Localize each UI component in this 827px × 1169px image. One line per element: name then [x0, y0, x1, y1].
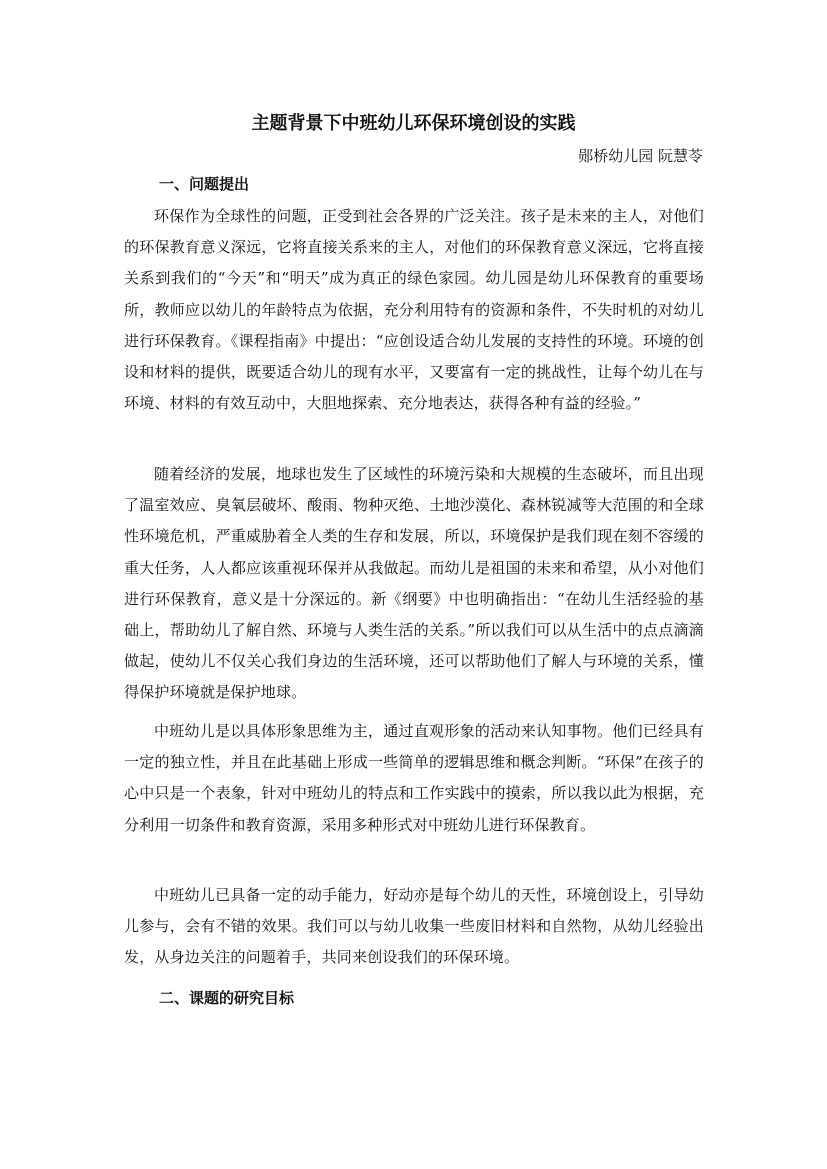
author-line: 郧桥幼儿园 阮慧苓: [578, 147, 703, 165]
paragraph: 中班幼儿是以具体形象思维为主，通过直观形象的活动来认知事物。他们已经具有一定的独立性，并且在此基础上形成一些简单的逻辑思维和概念判断。“环保”在孩子的心中只是一个表象，针对中班幼儿的特点和工作实践中的摸索，所以我以此为根据，充分利用一切条件和教育资源，采用多种形式对中班幼儿进行环保教育。: [124, 722, 704, 834]
paragraph: 随着经济的发展，地球也发生了区域性的环境污染和大规模的生态破坏，而且出现了温室效应、臭氧层破坏、酸雨、物种灭绝、土地沙漠化、森林锐减等大范围的和全球性环境危机，严重威胁着全人类的生存和发展，所以，环境保护是我们现在刻不容缓的重大任务，人人都应该重视环保并从我做起。而幼儿是祖国的未来和希望，从小对他们进行环保教育，意义是十分深远的。新《纲要》中也明确指出：“在幼儿生活经验的基础上，帮助幼儿了解自然、环境与人类生活的关系。”所以我们可以从生活中的点点滴滴做起，使幼儿不仅关心我们身边的生活环境，还可以帮助他们了解人与环境的关系，懂得保护环境就是保护地球。: [124, 465, 704, 702]
paragraph: 中班幼儿已具备一定的动手能力，好动亦是每个幼儿的天性，环境创设上，引导幼儿参与，会有不错的效果。我们可以与幼儿收集一些废旧材料和自然物，从幼儿经验出发，从身边关注的问题着手，共同来创设我们的环保环境。: [124, 886, 704, 967]
document-title: 主题背景下中班幼儿环保环境创设的实践: [251, 113, 576, 134]
paragraph: 环保作为全球性的问题，正受到社会各界的广泛关注。孩子是未来的主人，对他们的环保教育意义深远，它将直接关系来的主人，对他们的环保教育意义深远，它将直接关系到我们的“今天”和“明天”成为真正的绿色家园。幼儿园是幼儿环保教育的重要场所，教师应以幼儿的年龄特点为依据，充分利用特有的资源和条件，不失时机的对幼儿进行环保教育。《课程指南》中提出：“应创设适合幼儿发展的支持性的环境。环境的创设和材料的提供，既要适合幼儿的现有水平，又要富有一定的挑战性，让每个幼儿在与环境、材料的有效互动中，大胆地探索、充分地表达，获得各种有益的经验。”: [124, 207, 704, 413]
section-heading-problem: 一、问题提出: [159, 175, 250, 193]
section-heading-goals: 二、课题的研究目标: [159, 989, 295, 1007]
